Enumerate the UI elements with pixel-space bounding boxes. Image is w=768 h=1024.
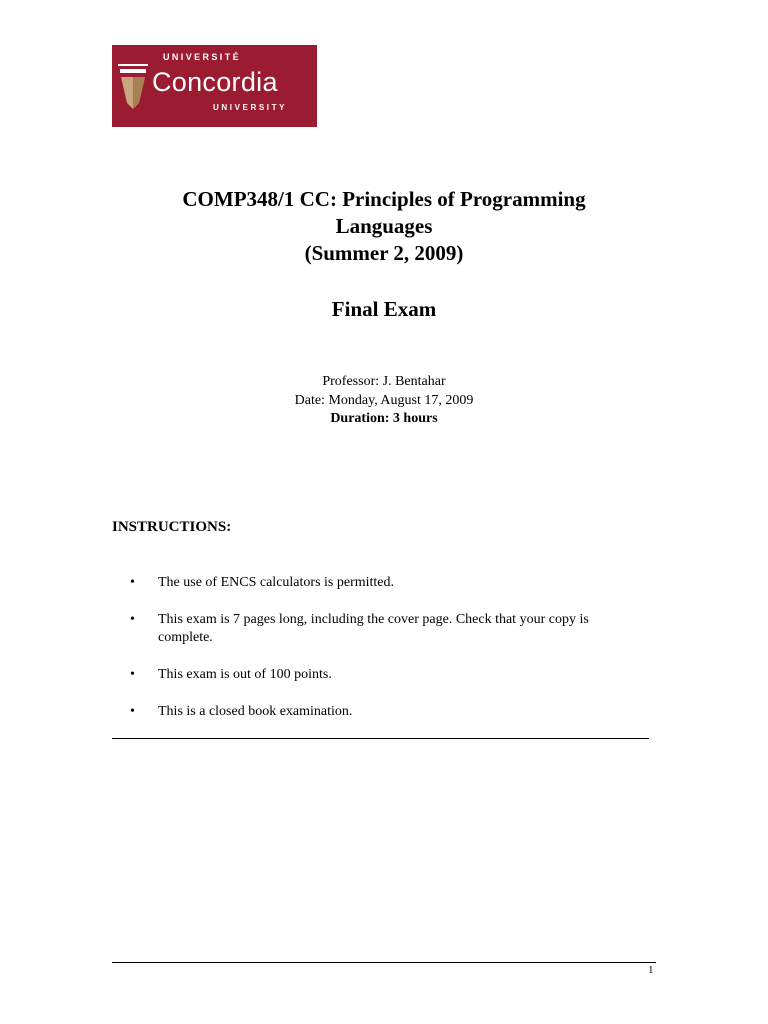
list-item bbox=[130, 666, 630, 684]
list-item bbox=[130, 611, 630, 647]
course-title-line-1: COMP348/1 CC: Principles of Programming bbox=[182, 187, 586, 211]
section-divider bbox=[112, 738, 649, 739]
list-item bbox=[130, 703, 630, 721]
concordia-shield-icon bbox=[118, 63, 148, 111]
instruction-text: The use of ENCS calculators is permitted. bbox=[158, 575, 394, 590]
course-title-line-2: Languages bbox=[335, 214, 433, 238]
date-line: Date: Monday, August 17, 2009 bbox=[294, 392, 474, 408]
instruction-text: This exam is 7 pages long, including the cover page. Check that your copy is complete. bbox=[158, 612, 589, 645]
page-number: 1 bbox=[648, 964, 654, 976]
course-title bbox=[0, 186, 768, 267]
exam-type-heading: Final Exam bbox=[331, 297, 437, 321]
logo-university-text: UNIVERSITY bbox=[213, 103, 288, 112]
instructions-heading: INSTRUCTIONS: bbox=[112, 519, 232, 535]
concordia-logo bbox=[112, 45, 317, 127]
bullet-icon: • bbox=[130, 575, 135, 590]
instructions-list bbox=[130, 574, 630, 740]
logo-universite-text: UNIVERSITÉ bbox=[163, 52, 242, 62]
instruction-text: This is a closed book examination. bbox=[158, 704, 353, 719]
professor-line: Professor: J. Bentahar bbox=[322, 374, 446, 389]
exam-meta bbox=[0, 373, 768, 429]
bullet-icon: • bbox=[130, 704, 135, 719]
duration-line: Duration: 3 hours bbox=[330, 411, 438, 426]
footer-divider bbox=[112, 962, 656, 963]
bullet-icon: • bbox=[130, 667, 135, 682]
bullet-icon: • bbox=[130, 612, 135, 627]
logo-concordia-text: Concordia bbox=[152, 67, 278, 97]
instruction-text: This exam is out of 100 points. bbox=[158, 667, 332, 682]
list-item bbox=[130, 574, 630, 592]
course-title-line-3: (Summer 2, 2009) bbox=[304, 241, 464, 265]
